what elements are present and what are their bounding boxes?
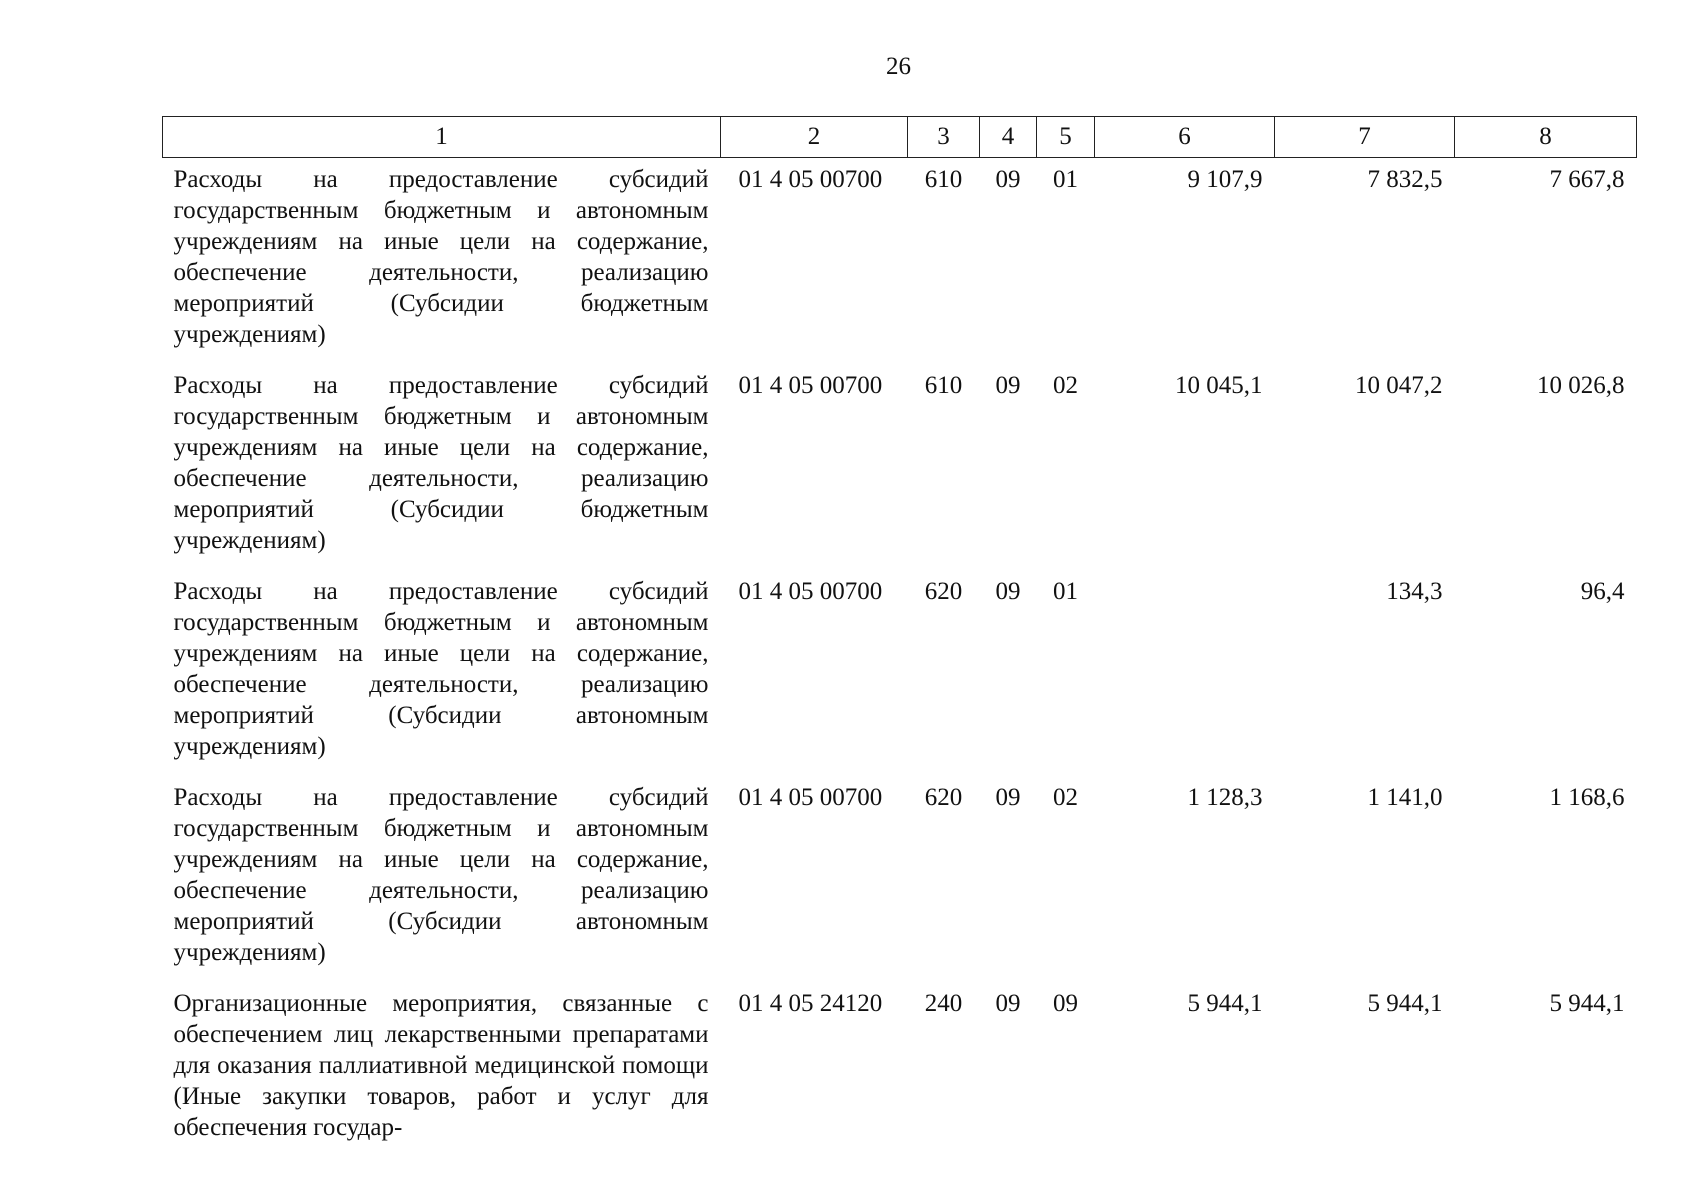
header-cell-4: 4 — [980, 117, 1037, 158]
row-expense-type: 240 — [924, 990, 963, 1017]
table-body — [163, 158, 1637, 1158]
table-row — [163, 570, 1637, 776]
row-section: 09 — [995, 578, 1021, 605]
row-description: Расходы на предоставление субсидий государственным бюджетным и автономным учреждениям на иные цели на содержание, обеспечение деятельности, реализацию мероприятий (Субсидии автономным учреждениям) — [173, 578, 709, 760]
row-subsection: 02 — [1053, 784, 1078, 811]
row-value-7: 134,3 — [1386, 578, 1443, 605]
header-cell-2: 2 — [721, 117, 908, 158]
row-value-7: 5 944,1 — [1367, 990, 1443, 1017]
header-cell-3: 3 — [908, 117, 980, 158]
row-value-8: 1 168,6 — [1549, 784, 1625, 811]
row-expense-type: 610 — [924, 166, 963, 193]
row-description: Организационные мероприятия, связанные с обеспечением лиц лекарственными препаратами для оказания паллиативной медицинской помощи (Иные закупки товаров, работ и услуг для обеспечения государ- — [173, 990, 709, 1141]
table-row — [163, 158, 1637, 365]
row-target-code: 01 4 05 00700 — [738, 166, 883, 193]
row-value-7: 7 832,5 — [1367, 166, 1443, 193]
row-value-8: 10 026,8 — [1537, 372, 1625, 399]
header-row — [163, 117, 1637, 158]
row-target-code: 01 4 05 00700 — [738, 578, 883, 605]
row-subsection: 02 — [1053, 372, 1078, 399]
row-value-6: 1 128,3 — [1187, 784, 1263, 811]
row-value-6 — [1095, 570, 1275, 776]
header-cell-8: 8 — [1455, 117, 1637, 158]
row-subsection: 01 — [1053, 578, 1078, 605]
row-section: 09 — [995, 784, 1021, 811]
row-target-code: 01 4 05 00700 — [738, 372, 883, 399]
table-header — [163, 117, 1637, 158]
row-value-7: 1 141,0 — [1367, 784, 1443, 811]
header-cell-5: 5 — [1037, 117, 1095, 158]
row-target-code: 01 4 05 24120 — [738, 990, 883, 1017]
header-cell-1: 1 — [163, 117, 721, 158]
header-cell-7: 7 — [1275, 117, 1455, 158]
row-section: 09 — [995, 166, 1021, 193]
row-section: 09 — [995, 372, 1021, 399]
header-cell-6: 6 — [1095, 117, 1275, 158]
row-expense-type: 610 — [924, 372, 963, 399]
row-expense-type: 620 — [924, 578, 963, 605]
row-value-8: 7 667,8 — [1549, 166, 1625, 193]
table-row — [163, 364, 1637, 570]
page-number: 26 — [886, 53, 911, 80]
row-value-6: 5 944,1 — [1187, 990, 1263, 1017]
row-target-code: 01 4 05 00700 — [738, 784, 883, 811]
row-subsection: 01 — [1053, 166, 1078, 193]
row-subsection: 09 — [1053, 990, 1078, 1017]
row-value-6: 10 045,1 — [1175, 372, 1263, 399]
budget-table — [162, 116, 1637, 1157]
row-value-8: 96,4 — [1580, 578, 1625, 605]
row-expense-type: 620 — [924, 784, 963, 811]
row-value-7: 10 047,2 — [1355, 372, 1443, 399]
row-value-6: 9 107,9 — [1187, 166, 1263, 193]
row-description: Расходы на предоставление субсидий государственным бюджетным и автономным учреждениям на иные цели на содержание, обеспечение деятельности, реализацию мероприятий (Субсидии бюджетным учреждениям) — [173, 166, 709, 348]
table-row — [163, 982, 1637, 1157]
row-description: Расходы на предоставление субсидий государственным бюджетным и автономным учреждениям на иные цели на содержание, обеспечение деятельности, реализацию мероприятий (Субсидии бюджетным учреждениям) — [173, 372, 709, 554]
table-row — [163, 776, 1637, 982]
row-value-8: 5 944,1 — [1549, 990, 1625, 1017]
row-section: 09 — [995, 990, 1021, 1017]
row-description: Расходы на предоставление субсидий государственным бюджетным и автономным учреждениям на иные цели на содержание, обеспечение деятельности, реализацию мероприятий (Субсидии автономным учреждениям) — [173, 784, 709, 966]
